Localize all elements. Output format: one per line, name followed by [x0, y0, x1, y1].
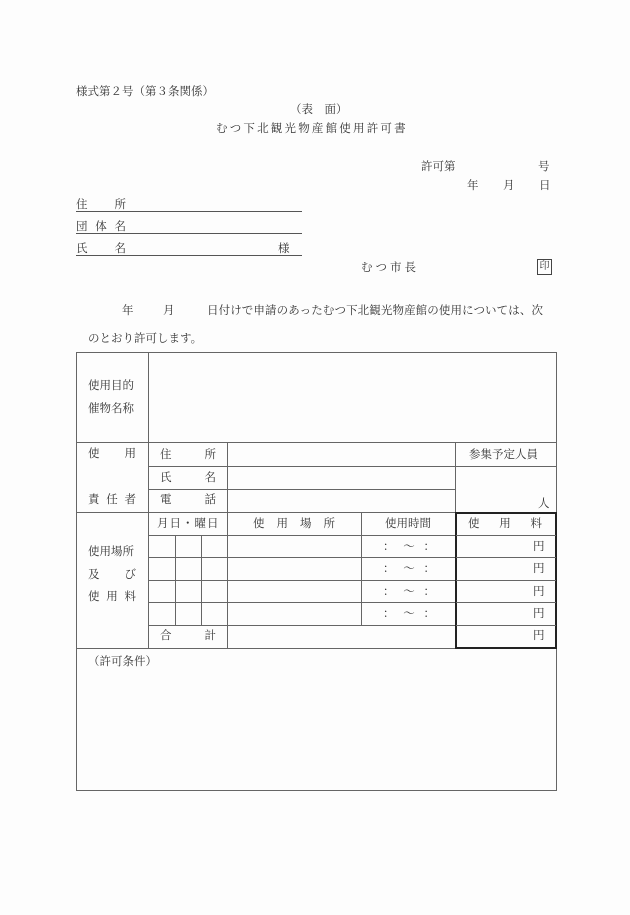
conditions-label: （許可条件）	[88, 654, 157, 668]
body-line-1: 日付けで申請のあったむつ下北観光物産館の使用については、次	[207, 303, 544, 317]
manager-label-top: 使 用	[88, 446, 136, 460]
fee-unit: 円	[533, 606, 545, 620]
total-fee-unit: 円	[533, 628, 545, 642]
fee-unit: 円	[533, 584, 545, 598]
fee-unit: 円	[533, 561, 545, 575]
address-label: 住 所	[76, 197, 126, 211]
permit-number-suffix: 号	[538, 159, 550, 173]
conditions-input[interactable]	[80, 674, 552, 786]
attendance-input[interactable]	[459, 470, 539, 508]
side-label: （表 面）	[290, 102, 348, 116]
time-range: ： ～ ：	[383, 584, 435, 598]
col-place-header: 使 用 場 所	[253, 516, 335, 530]
purpose-input[interactable]	[152, 356, 552, 438]
total-label: 合 計	[160, 628, 216, 642]
event-name-label: 催物名称	[88, 401, 134, 415]
issue-year-label: 年	[467, 178, 479, 192]
attendance-label: 参集予定人員	[469, 447, 538, 461]
usage-fee-label: 使 用 料	[88, 589, 136, 603]
attendance-unit: 人	[538, 496, 550, 510]
issuer-title: むつ市長	[361, 260, 419, 274]
body-line-2: のとおり許可します。	[88, 331, 203, 345]
purpose-label: 使用目的	[88, 378, 134, 392]
manager-phone-label: 電 話	[160, 492, 216, 506]
col-date-header: 月日・曜日	[157, 516, 220, 530]
group-name-label: 団 体 名	[76, 219, 126, 233]
fee-unit: 円	[533, 539, 545, 553]
manager-name-label: 氏 名	[160, 470, 216, 484]
col-time-header: 使用時間	[385, 516, 431, 530]
time-range: ： ～ ：	[383, 539, 435, 553]
manager-label-bottom: 責 任 者	[88, 492, 136, 506]
issue-day-label: 日	[539, 178, 551, 192]
body-year-label: 年	[122, 303, 134, 317]
seal-mark: 印	[537, 259, 552, 275]
document-title: むつ下北観光物産館使用許可書	[216, 121, 408, 135]
permit-number-prefix: 許可第	[421, 159, 456, 173]
issue-month-label: 月	[503, 178, 515, 192]
manager-phone-input[interactable]	[230, 491, 452, 511]
honorific: 様	[278, 241, 290, 255]
time-range: ： ～ ：	[383, 606, 435, 620]
manager-address-input[interactable]	[230, 444, 452, 464]
name-label: 氏 名	[76, 241, 126, 255]
manager-name-input[interactable]	[230, 468, 452, 488]
col-fee-header: 使 用 料	[468, 516, 542, 530]
usage-place-label: 使用場所	[88, 544, 134, 558]
body-month-label: 月	[163, 303, 175, 317]
and-label: 及 び	[88, 567, 136, 581]
form-number: 様式第２号（第３条関係）	[76, 84, 214, 98]
manager-address-label: 住 所	[160, 447, 216, 461]
time-range: ： ～ ：	[383, 561, 435, 575]
